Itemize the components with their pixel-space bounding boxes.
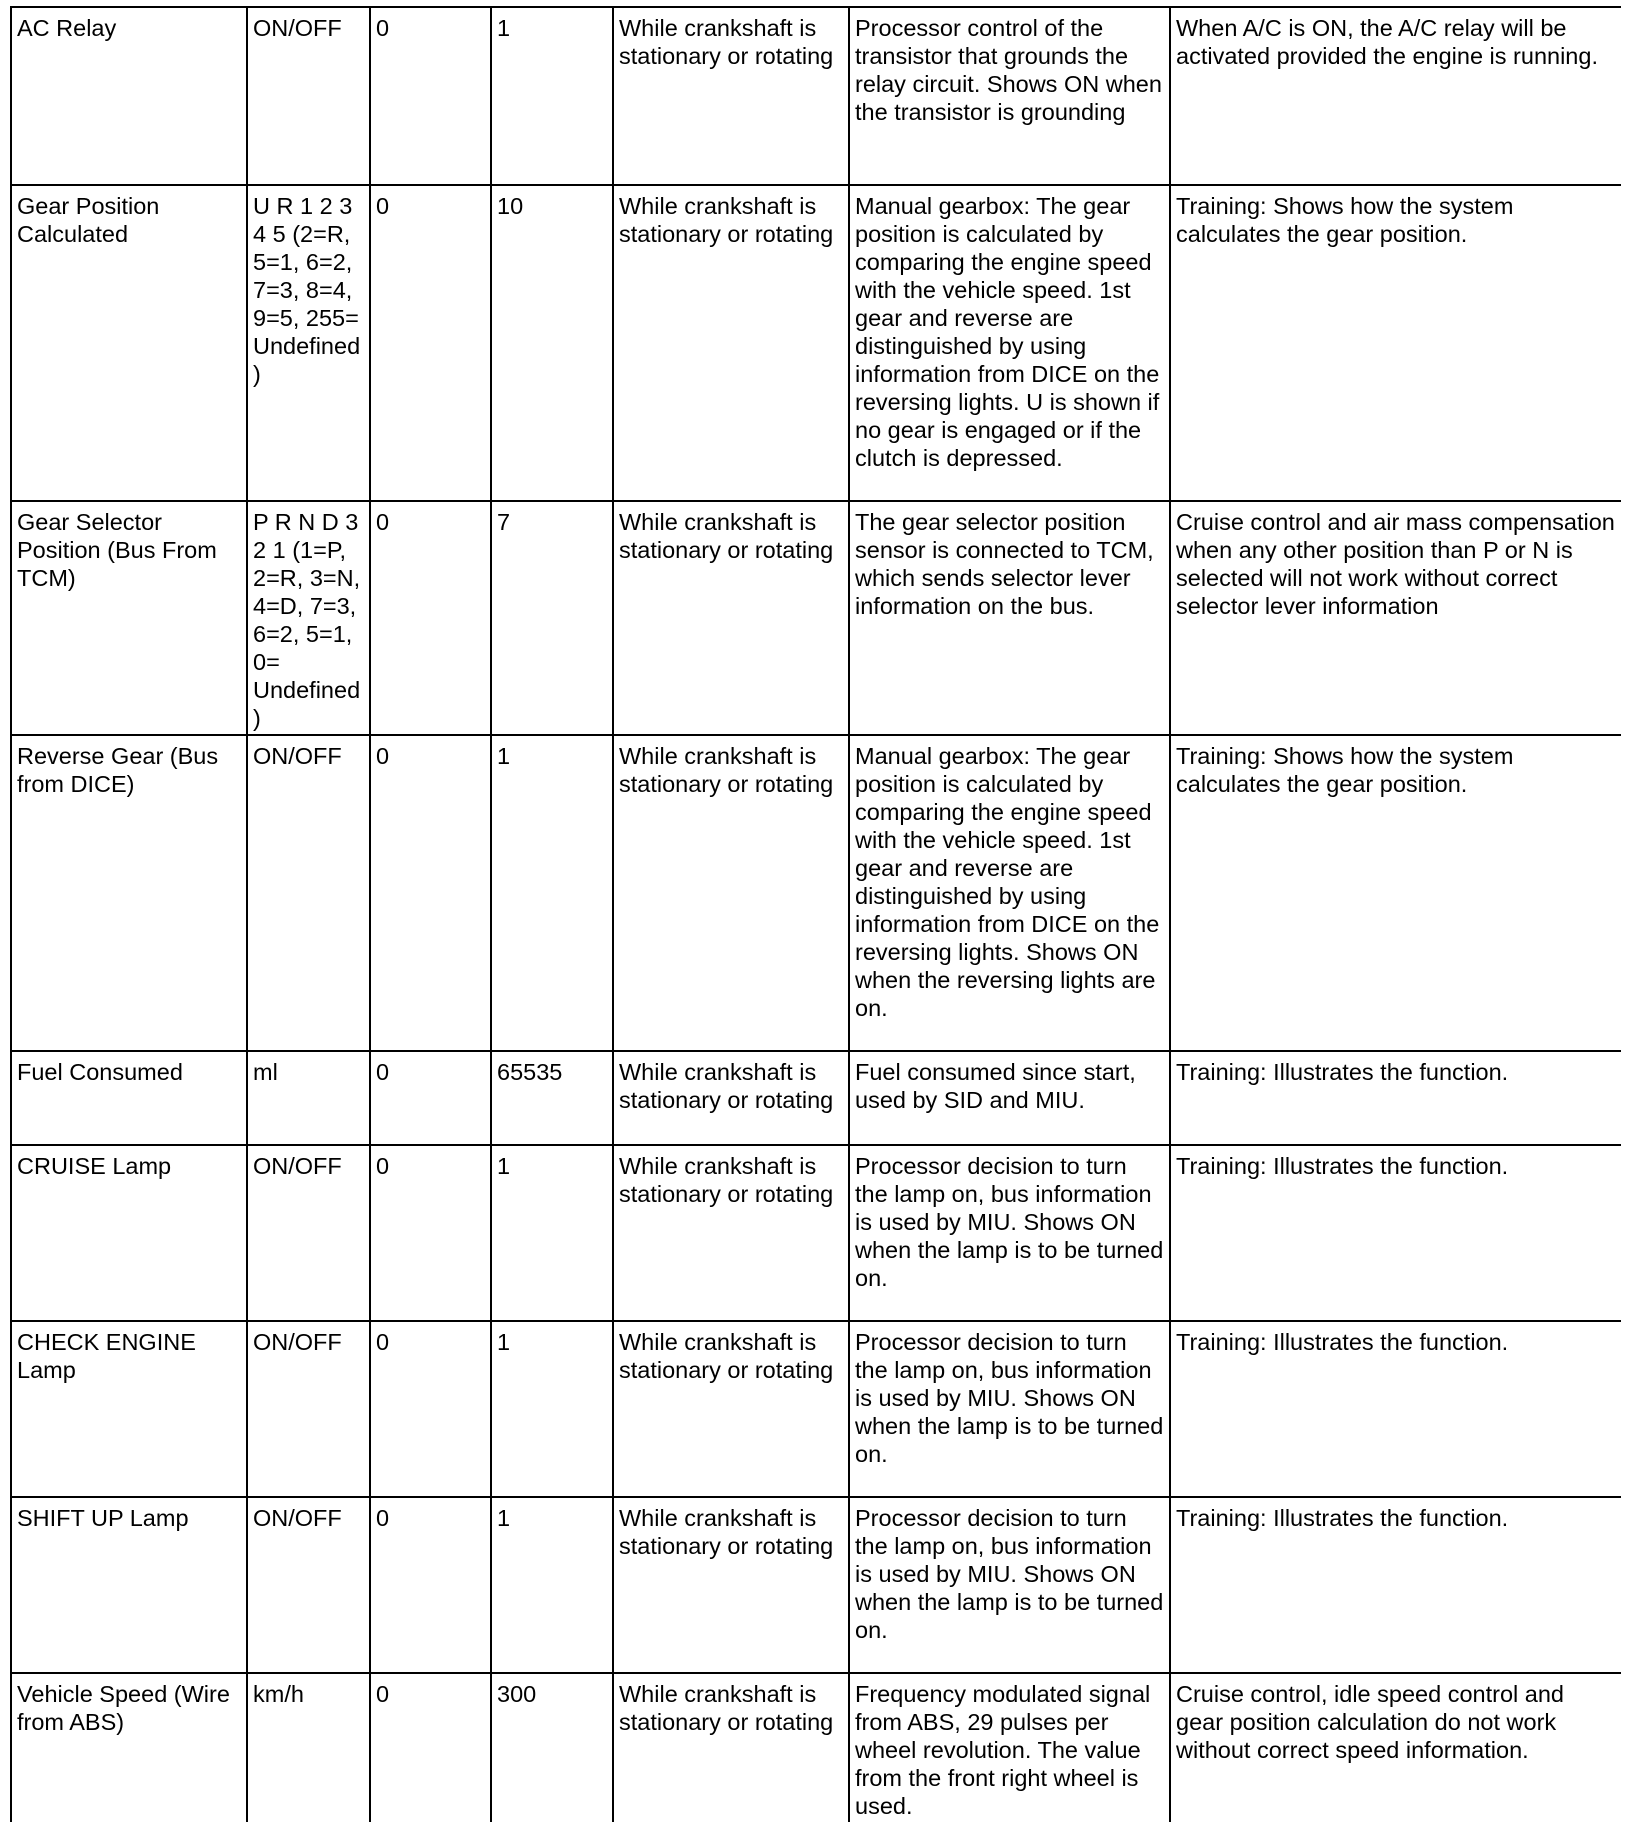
max-value-cell: 1 [491,1321,613,1497]
description-cell: Processor decision to turn the lamp on, bus information is used by MIU. Shows ON when the lamp is to be turned on. [849,1497,1170,1673]
max-value-cell: 1 [491,735,613,1051]
parameter-document [10,6,1620,1822]
min-value-cell: 0 [370,1673,491,1822]
table-row [11,501,1621,735]
note-cell: Training: Shows how the system calculates the gear position. [1170,185,1621,501]
description-cell: Fuel consumed since start, used by SID and MIU. [849,1051,1170,1145]
condition-cell: While crankshaft is stationary or rotating [613,501,849,735]
parameter-name-cell: Reverse Gear (Bus from DICE) [11,735,247,1051]
unit-cell: P R N D 3 2 1 (1=P, 2=R, 3=N, 4=D, 7=3, 6=2, 5=1, 0= Undefined) [247,501,370,735]
table-row [11,1321,1621,1497]
note-cell: Training: Illustrates the function. [1170,1497,1621,1673]
parameter-name-cell: Vehicle Speed (Wire from ABS) [11,1673,247,1822]
unit-cell: ON/OFF [247,7,370,185]
min-value-cell: 0 [370,1497,491,1673]
min-value-cell: 0 [370,501,491,735]
min-value-cell: 0 [370,7,491,185]
description-cell: Processor decision to turn the lamp on, bus information is used by MIU. Shows ON when the lamp is to be turned on. [849,1145,1170,1321]
table-row [11,735,1621,1051]
note-cell: Cruise control and air mass compensation when any other position than P or N is selected will not work without correct selector lever information [1170,501,1621,735]
table-row [11,1673,1621,1822]
parameter-name-cell: AC Relay [11,7,247,185]
condition-cell: While crankshaft is stationary or rotating [613,1145,849,1321]
note-cell: When A/C is ON, the A/C relay will be activated provided the engine is running. [1170,7,1621,185]
unit-cell: km/h [247,1673,370,1822]
parameter-name-cell: SHIFT UP Lamp [11,1497,247,1673]
unit-cell: ON/OFF [247,1497,370,1673]
note-cell: Training: Illustrates the function. [1170,1321,1621,1497]
max-value-cell: 10 [491,185,613,501]
max-value-cell: 65535 [491,1051,613,1145]
max-value-cell: 7 [491,501,613,735]
max-value-cell: 1 [491,1497,613,1673]
min-value-cell: 0 [370,1145,491,1321]
description-cell: Processor decision to turn the lamp on, bus information is used by MIU. Shows ON when the lamp is to be turned on. [849,1321,1170,1497]
unit-cell: U R 1 2 3 4 5 (2=R, 5=1, 6=2, 7=3, 8=4, 9=5, 255= Undefined) [247,185,370,501]
min-value-cell: 0 [370,185,491,501]
max-value-cell: 1 [491,7,613,185]
condition-cell: While crankshaft is stationary or rotating [613,7,849,185]
note-cell: Training: Illustrates the function. [1170,1051,1621,1145]
unit-cell: ml [247,1051,370,1145]
parameter-name-cell: Gear Selector Position (Bus From TCM) [11,501,247,735]
condition-cell: While crankshaft is stationary or rotating [613,735,849,1051]
unit-cell: ON/OFF [247,1145,370,1321]
condition-cell: While crankshaft is stationary or rotating [613,1321,849,1497]
max-value-cell: 300 [491,1673,613,1822]
description-cell: Processor control of the transistor that grounds the relay circuit. Shows ON when the transistor is grounding [849,7,1170,185]
description-cell: The gear selector position sensor is connected to TCM, which sends selector lever information on the bus. [849,501,1170,735]
unit-cell: ON/OFF [247,735,370,1051]
table-row [11,1497,1621,1673]
table-row [11,1051,1621,1145]
min-value-cell: 0 [370,735,491,1051]
table-row [11,1145,1621,1321]
condition-cell: While crankshaft is stationary or rotating [613,1673,849,1822]
condition-cell: While crankshaft is stationary or rotating [613,1051,849,1145]
condition-cell: While crankshaft is stationary or rotating [613,1497,849,1673]
parameter-table [10,6,1621,1822]
parameter-name-cell: Fuel Consumed [11,1051,247,1145]
note-cell: Training: Illustrates the function. [1170,1145,1621,1321]
note-cell: Cruise control, idle speed control and gear position calculation do not work without correct speed information. [1170,1673,1621,1822]
parameter-name-cell: CRUISE Lamp [11,1145,247,1321]
description-cell: Manual gearbox: The gear position is calculated by comparing the engine speed with the vehicle speed. 1st gear and reverse are distinguished by using information from DICE on the reversing lights. U is shown if no gear is engaged or if the clutch is depressed. [849,185,1170,501]
description-cell: Manual gearbox: The gear position is calculated by comparing the engine speed with the vehicle speed. 1st gear and reverse are distinguished by using information from DICE on the reversing lights. Shows ON when the reversing lights are on. [849,735,1170,1051]
max-value-cell: 1 [491,1145,613,1321]
min-value-cell: 0 [370,1321,491,1497]
parameter-name-cell: Gear Position Calculated [11,185,247,501]
table-row [11,7,1621,185]
condition-cell: While crankshaft is stationary or rotating [613,185,849,501]
table-row [11,185,1621,501]
min-value-cell: 0 [370,1051,491,1145]
parameter-name-cell: CHECK ENGINE Lamp [11,1321,247,1497]
description-cell: Frequency modulated signal from ABS, 29 pulses per wheel revolution. The value from the front right wheel is used. [849,1673,1170,1822]
note-cell: Training: Shows how the system calculates the gear position. [1170,735,1621,1051]
unit-cell: ON/OFF [247,1321,370,1497]
